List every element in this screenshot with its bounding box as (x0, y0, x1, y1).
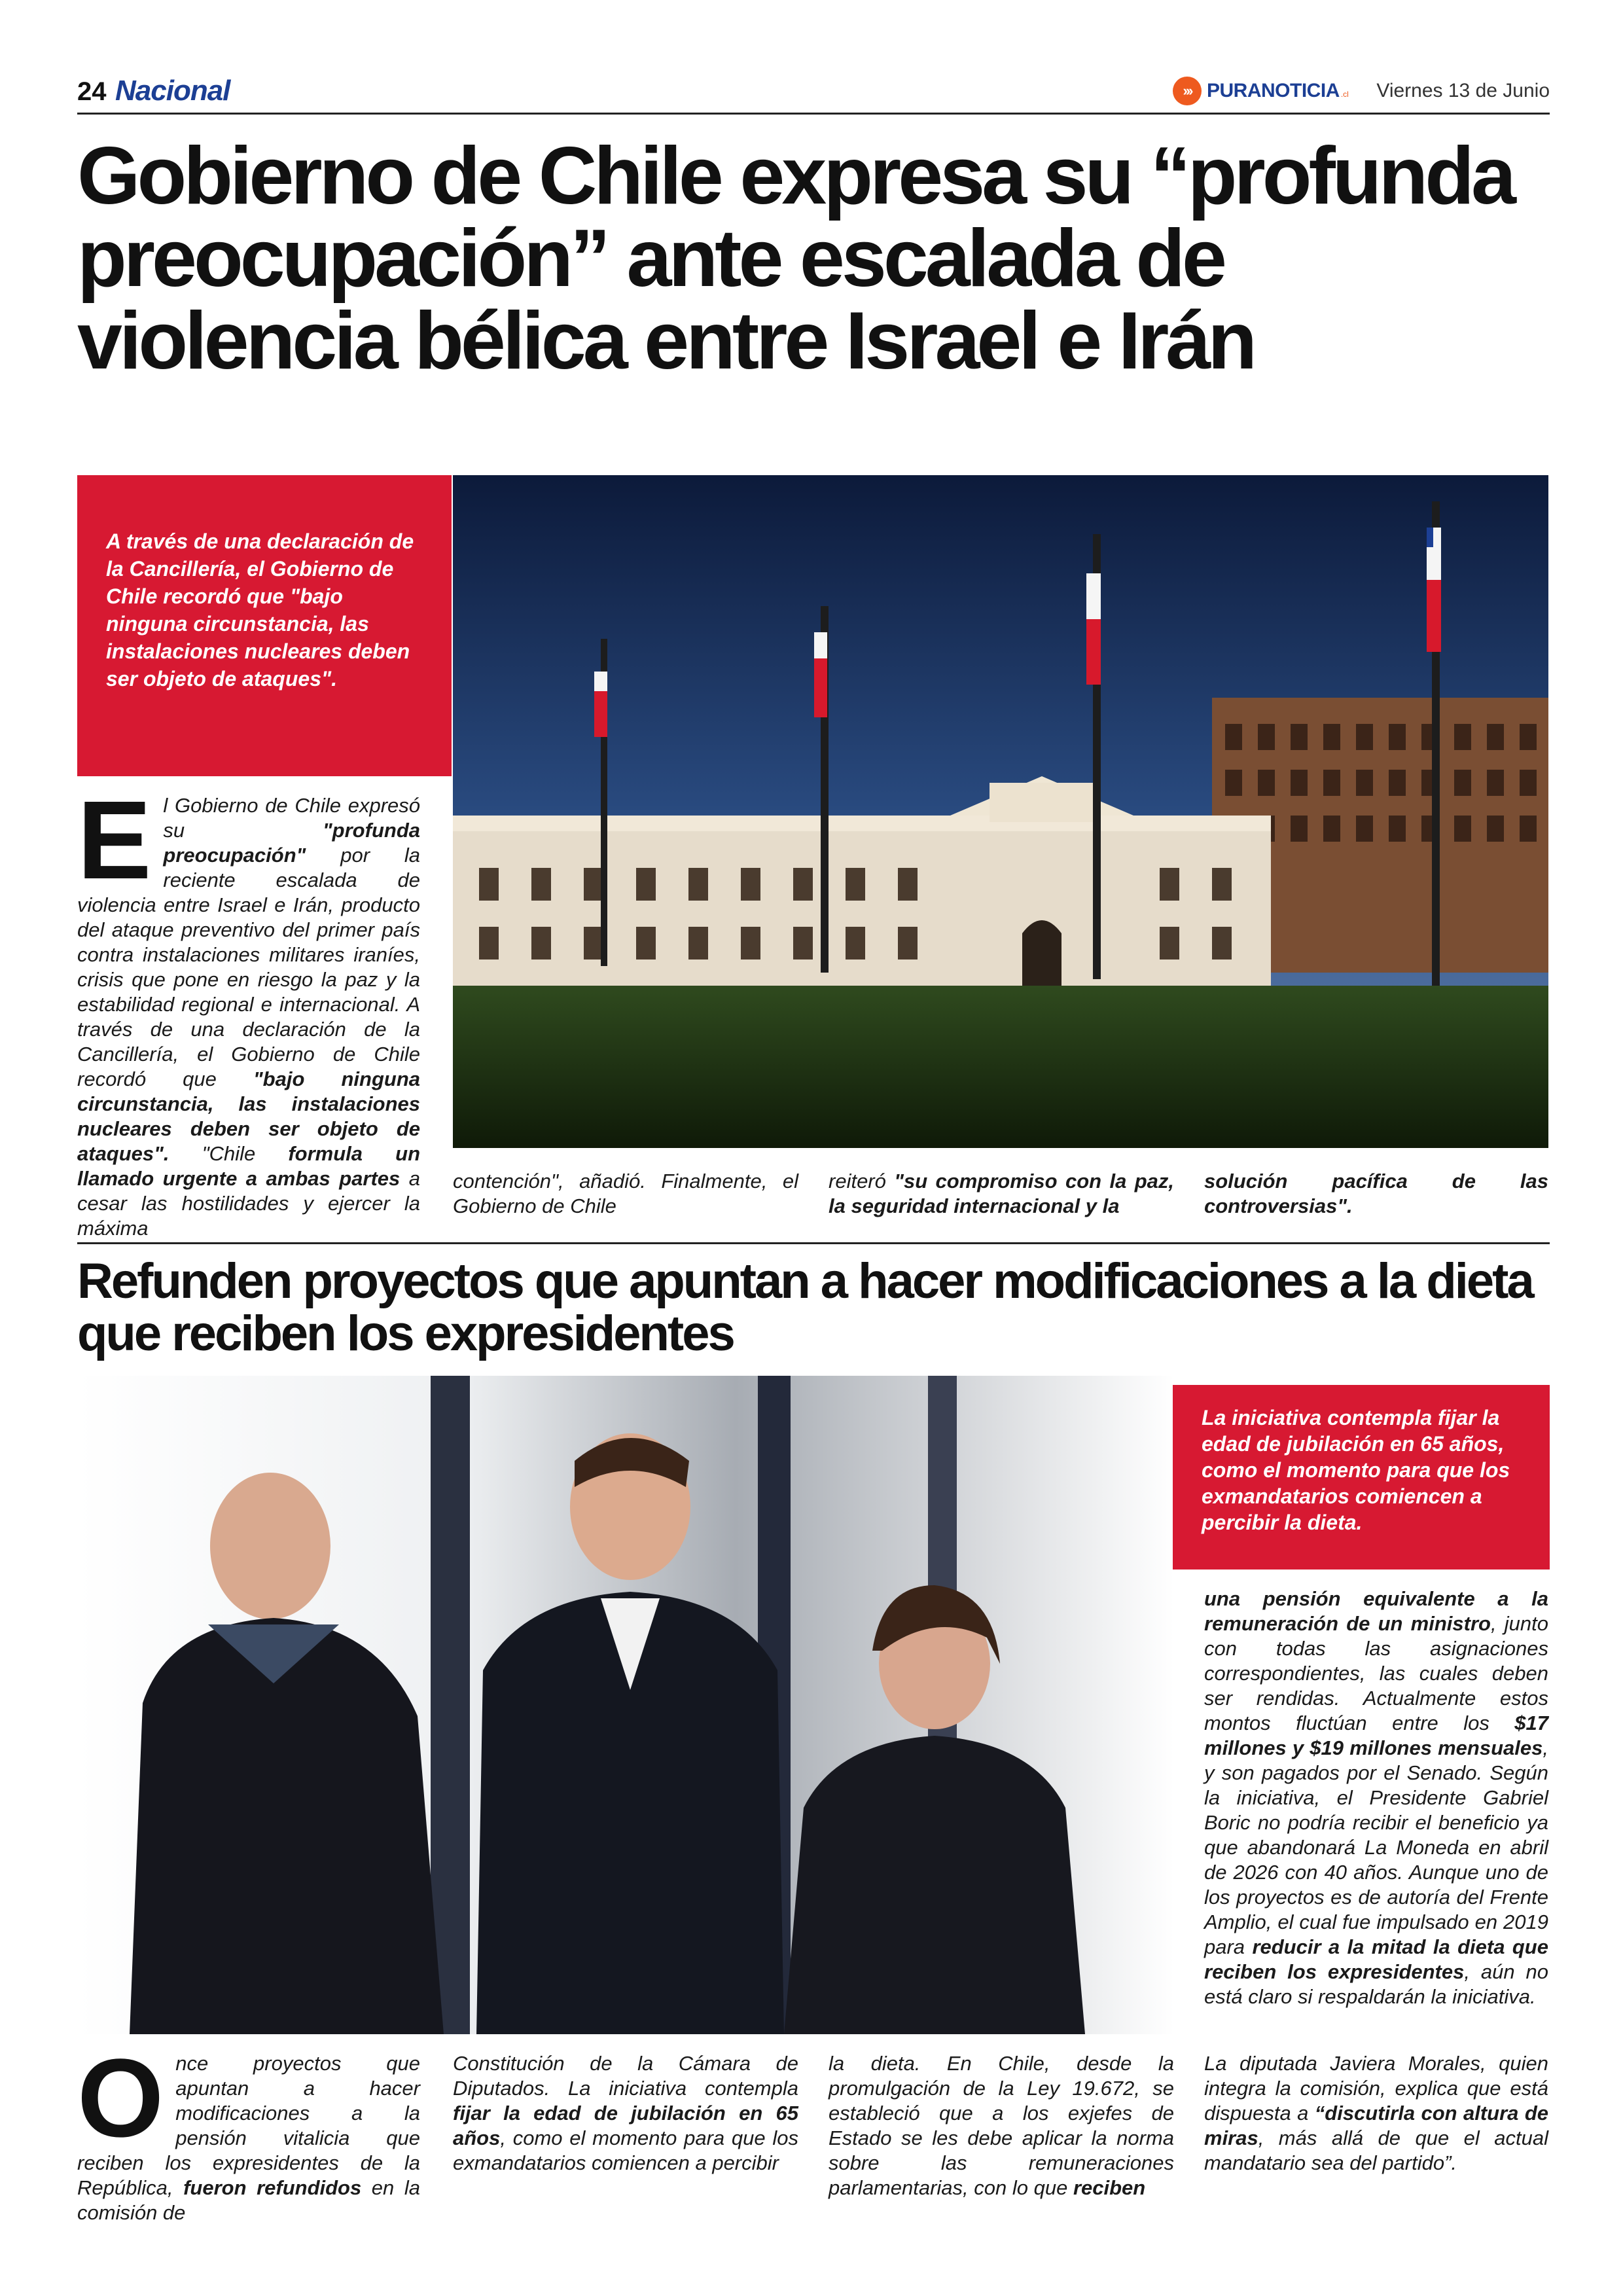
article-divider (77, 1242, 1550, 1244)
body-text: a cesar las hostilidades y ejercer la máxima (77, 1167, 421, 1240)
body-text: , más allá de que el actual mandatario sea del partido”. (1204, 2126, 1548, 2174)
body-text: nce proyectos que apuntan a hacer modificaciones a la pensión vitalicia que reciben los expresidentes de la República, (77, 2052, 420, 2199)
body-bold: formula un llamado urgente a ambas partes (77, 1142, 421, 1190)
article1-body-col4 (1204, 1169, 1548, 1219)
body-bold: una pensión equivalente a la remuneración de un ministro (1204, 1587, 1548, 1635)
body-bold: "profunda preocupación" (163, 819, 420, 867)
body-text: , como el momento para que los exmandatarios comiencen a percibir (453, 2126, 798, 2174)
body-bold: solución pacífica de las controversias". (1204, 1170, 1548, 1217)
article2-body-col3 (829, 2051, 1174, 2200)
article1-highlight-text: A través de una declaración de la Cancillería, el Gobierno de Chile recordó que "bajo ninguna circunstancia, las instalaciones nucleares deben ser objeto de ataques". (106, 529, 414, 691)
article2-dropcap: O (77, 2036, 164, 2161)
body-text: por la reciente escalada de violencia entre Israel e Irán, producto del ataque preventivo del primer país contra instalaciones militares iraníes, crisis que pone en riesgo la paz y la estabilidad regional e internacional. A través de una declaración de la Cancillería, el Gobierno de Chile recordó que (77, 844, 420, 1090)
la-moneda-photo (453, 475, 1548, 1148)
logo-text: PURANOTICIA (1207, 80, 1340, 101)
body-text: en la comisión de (77, 2176, 420, 2224)
article2-body-right (1204, 1587, 1548, 2009)
body-text: , y son pagados por el Senado. Según la iniciativa, el Presidente Gabriel Boric no podría recibir el beneficio ya que abandonará La Moneda en abril de 2026 con 40 años. Aunque uno de los proyectos es de autoría del Frente Amplio, el cual fue impulsado en 2019 para (1204, 1736, 1548, 1958)
body-text: , junto con todas las asignaciones correspondientes, las cuales deben ser rendidas. Actualmente estos montos fluctúan entre los (1204, 1612, 1548, 1734)
article1-dropcap: E (77, 778, 152, 903)
article1-highlight-box (77, 475, 452, 776)
body-bold: "su compromiso con la paz, la seguridad internacional y la (829, 1170, 1174, 1217)
article2-highlight-box (1173, 1385, 1550, 1570)
article1-body-col1 (77, 778, 421, 1241)
article2-headline: Refunden proyectos que apuntan a hacer modificaciones a la dieta que reciben los expresidentes (77, 1253, 1533, 1361)
body-text: Constitución de la Cámara de Diputados. La iniciativa contempla (453, 2052, 798, 2100)
logo-suffix: .cl (1340, 90, 1349, 99)
article2-body-col4 (1204, 2051, 1548, 2176)
body-text: "Chile (169, 1142, 289, 1165)
body-bold: “discutirla con altura de miras (1204, 2102, 1549, 2149)
body-bold: fueron refundidos (183, 2176, 362, 2199)
article2-highlight-text: La iniciativa contempla fijar la edad de jubilación en 65 años, como el momento para que los exmandatarios comiencen a percibir la dieta. (1202, 1406, 1510, 1534)
body-bold: $17 millones y $19 millones mensuales (1204, 1712, 1548, 1759)
body-bold: "bajo ninguna circunstancia, las instalaciones nucleares deben ser objeto de ataques". (77, 1067, 420, 1165)
body-text: reiteró (829, 1170, 895, 1193)
body-text: La diputada Javiera Morales, quien integra la comisión, explica que está dispuesta a (1204, 2052, 1548, 2125)
body-bold: fijar la edad de jubilación en 65 años (453, 2102, 798, 2149)
article1-body-col3 (829, 1169, 1174, 1219)
article1-headline: Gobierno de Chile expresa su “profunda preocupación” ante escalada de violencia bélica entre Israel e Irán (77, 131, 1513, 386)
body-text: la dieta. En Chile, desde la promulgación de la Ley 19.672, se estableció que a los exjefes de Estado se les debe aplicar la norma sobre las remuneraciones parlamentarias, con lo que (829, 2052, 1174, 2199)
publication-logo (1173, 76, 1349, 106)
body-text: , aún no está claro si respaldarán la iniciativa. (1204, 1960, 1549, 2008)
presidents-photo (77, 1376, 1174, 2034)
header-divider (77, 113, 1550, 115)
page-number: 24 (77, 77, 107, 106)
body-bold: reducir a la mitad la dieta que reciben los expresidentes (1204, 1935, 1548, 1983)
body-text: l Gobierno de Chile expresó su (163, 794, 420, 842)
article2-body-col2 (453, 2051, 798, 2176)
body-bold: reciben (1073, 2176, 1146, 2199)
issue-date: Viernes 13 de Junio (1376, 80, 1550, 101)
chevrons-icon: ››› (1173, 77, 1202, 105)
section-label: Nacional (115, 75, 230, 107)
article2-body-col1 (77, 2036, 420, 2225)
article1-body-col2: contención", añadió. Finalmente, el Gobierno de Chile (453, 1170, 798, 1217)
